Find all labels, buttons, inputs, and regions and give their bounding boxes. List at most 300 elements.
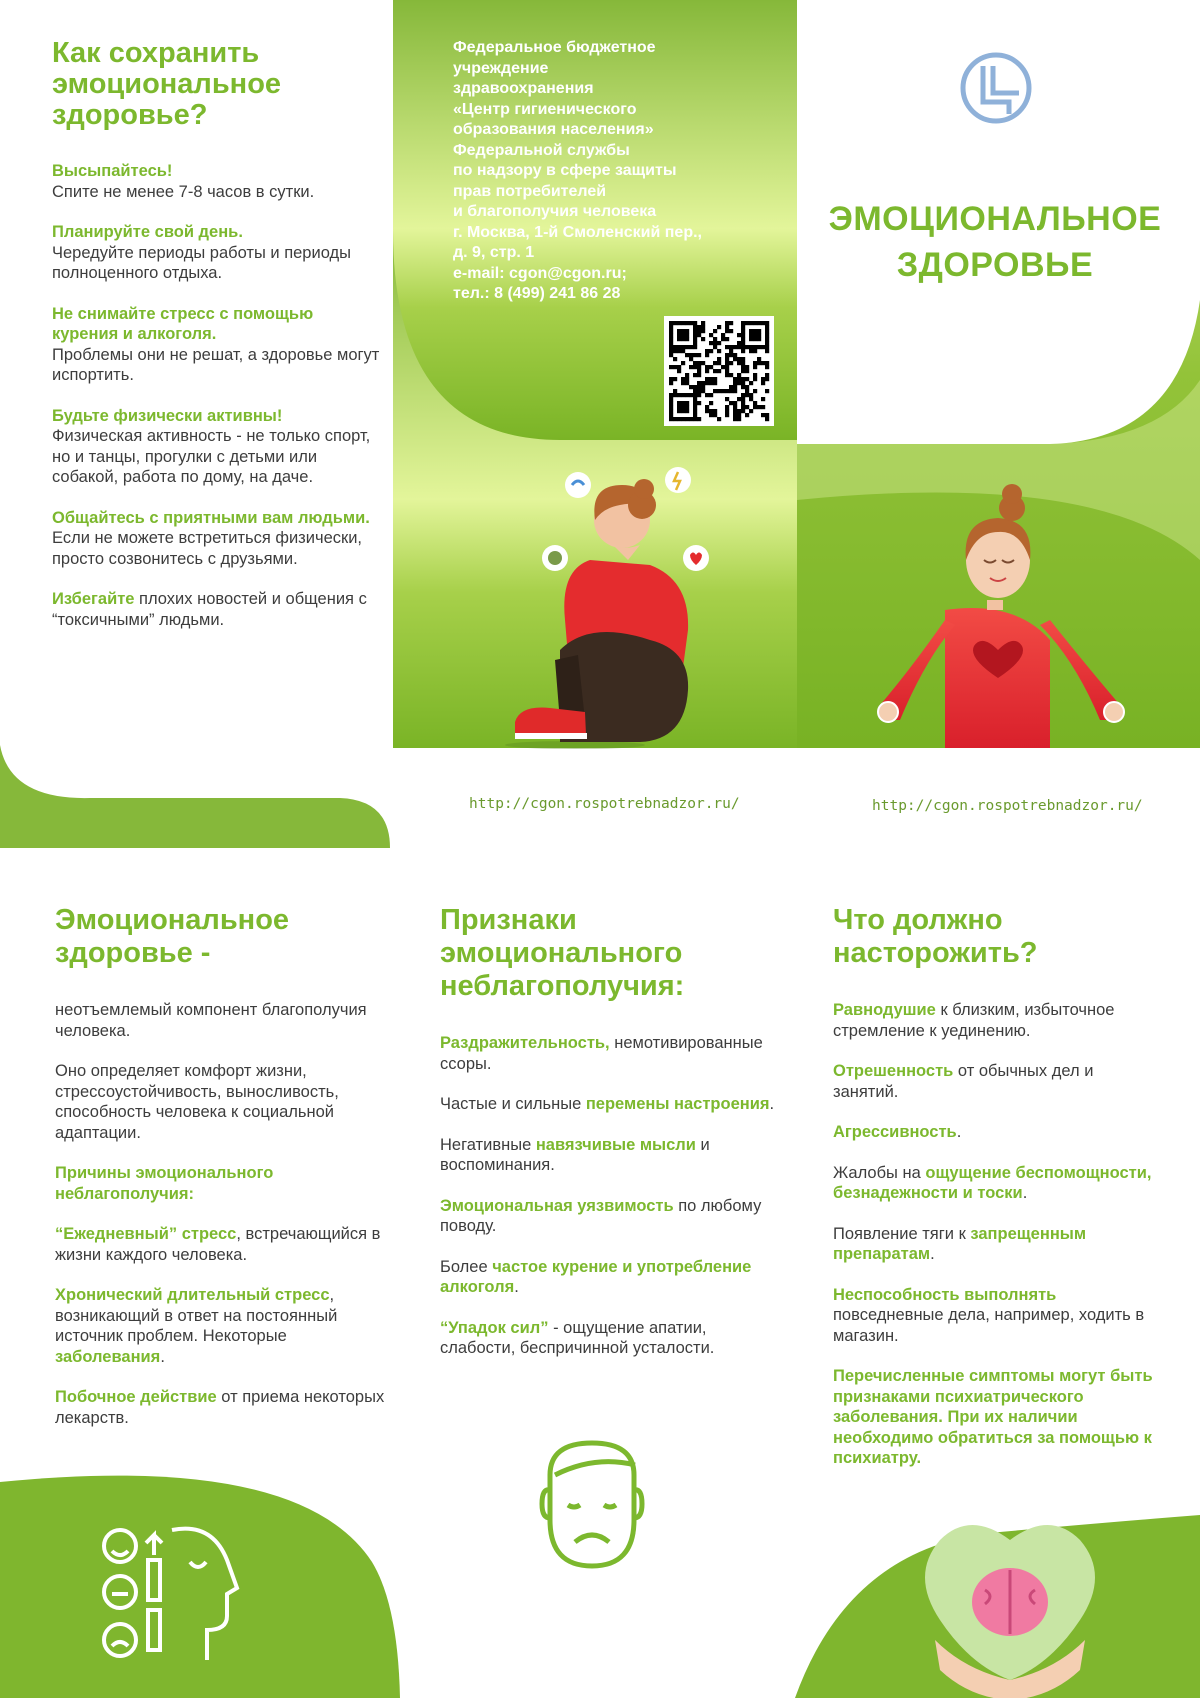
qr-module: [693, 405, 697, 409]
contact-line: прав потребителей: [453, 182, 607, 200]
qr-module: [725, 357, 729, 361]
qr-module: [741, 325, 745, 329]
tip-text: плохих новостей и общения с “токсичными” людьми.: [52, 590, 367, 629]
tip-text: Спите не менее 7-8 часов в сутки.: [52, 182, 315, 201]
qr-module: [685, 409, 689, 413]
qr-module: [681, 417, 685, 421]
qr-module: [721, 365, 725, 369]
warning-highlight: ощущение беспомощности, безнадежности и тоски: [833, 1163, 1152, 1202]
qr-module: [677, 417, 681, 421]
qr-module: [717, 389, 721, 393]
qr-module: [741, 369, 745, 373]
qr-module: [741, 329, 745, 333]
qr-module: [697, 373, 701, 377]
qr-module: [765, 345, 769, 349]
qr-module: [737, 397, 741, 401]
cause-highlight: заболевания: [55, 1347, 161, 1366]
definition-title: Эмоциональное здоровье -: [55, 904, 290, 969]
definition-column: [55, 904, 395, 1448]
qr-module: [677, 369, 681, 373]
qr-module: [725, 353, 729, 357]
contact-line: здравоохранения: [453, 80, 594, 97]
qr-module: [697, 325, 701, 329]
qr-module: [677, 349, 681, 353]
qr-module: [669, 337, 673, 341]
qr-module: [689, 321, 693, 325]
qr-module: [749, 409, 753, 413]
warning-text: повседневные дела, например, ходить в магазин.: [833, 1306, 1145, 1345]
contact-line: Федеральной службы: [453, 141, 630, 159]
qr-module: [685, 337, 689, 341]
cover-title: [805, 196, 1185, 288]
qr-module: [741, 377, 745, 381]
qr-module: [681, 329, 685, 333]
qr-module: [705, 377, 709, 381]
qr-module: [745, 413, 749, 417]
cause-highlight: “Ежедневный” стресс: [55, 1225, 237, 1243]
qr-module: [681, 405, 685, 409]
qr-module: [745, 393, 749, 397]
qr-module: [745, 377, 749, 381]
qr-module: [729, 373, 733, 377]
qr-module: [741, 393, 745, 397]
qr-module: [753, 349, 757, 353]
qr-module: [737, 341, 741, 345]
tip-item: [52, 508, 382, 570]
qr-module: [705, 409, 709, 413]
qr-module: [725, 405, 729, 409]
website-link[interactable]: http://cgon.rospotrebnadzor.ru/: [469, 796, 740, 812]
tip-text: Физическая активность - не только спорт, но и танцы, прогулки с детьми или собакой, работа по дому, на даче.: [52, 427, 371, 486]
brain-heart-hands-icon: [925, 1525, 1095, 1698]
contact-line: д. 9, стр. 1: [453, 244, 535, 261]
qr-module: [669, 349, 673, 353]
qr-module: [757, 321, 761, 325]
warning-text: .: [956, 1123, 962, 1141]
qr-module: [733, 413, 737, 417]
qr-module: [693, 353, 697, 357]
qr-module: [713, 409, 717, 413]
sign-text: и воспоминания.: [440, 1135, 710, 1174]
qr-module: [733, 345, 737, 349]
qr-module: [757, 361, 761, 365]
qr-module: [689, 417, 693, 421]
qr-module: [673, 377, 677, 381]
qr-module: [685, 417, 689, 421]
warning-item: [833, 1000, 1153, 1041]
causes-title: Причины эмоционального неблагополучия:: [55, 1164, 274, 1203]
tip-text: Проблемы они не решат, а здоровье могут испортить.: [52, 345, 380, 384]
qr-module: [681, 345, 685, 349]
tip-title: Избегайте: [52, 590, 135, 608]
qr-module: [737, 361, 741, 365]
sign-item: [440, 1196, 780, 1237]
qr-module: [681, 349, 685, 353]
qr-module: [709, 341, 713, 345]
qr-module: [685, 345, 689, 349]
qr-module: [697, 361, 701, 365]
qr-module: [677, 329, 681, 333]
sign-text: Более: [440, 1257, 493, 1276]
qr-module: [725, 321, 729, 325]
qr-module: [757, 333, 761, 337]
qr-module: [765, 373, 769, 377]
sign-item: [440, 1318, 780, 1359]
qr-module: [753, 373, 757, 377]
qr-module: [761, 397, 765, 401]
qr-module: [737, 373, 741, 377]
qr-module: [721, 333, 725, 337]
tips-title: Как сохранить эмоциональное здоровье?: [52, 37, 282, 131]
cover-title-line1: ЭМОЦИОНАЛЬНОЕ: [828, 200, 1162, 238]
qr-module: [701, 389, 705, 393]
warning-item: [833, 1061, 1153, 1102]
qr-module: [673, 417, 677, 421]
qr-module: [749, 349, 753, 353]
qr-module: [729, 353, 733, 357]
qr-module: [697, 385, 701, 389]
warning-column: [833, 904, 1153, 1489]
qr-module: [681, 381, 685, 385]
cause-highlight: Хронический длительный стресс: [55, 1286, 330, 1304]
qr-module: [689, 357, 693, 361]
qr-module: [737, 377, 741, 381]
sign-item: [440, 1257, 780, 1298]
tip-title: Высыпайтесь!: [52, 162, 173, 180]
tip-item: [52, 222, 382, 284]
qr-module: [733, 381, 737, 385]
qr-module: [749, 329, 753, 333]
qr-module: [729, 321, 733, 325]
warning-text: к близким, избыточное стремление к уединению.: [833, 1001, 1115, 1040]
qr-module: [749, 337, 753, 341]
qr-module: [693, 389, 697, 393]
qr-module: [745, 345, 749, 349]
qr-module: [741, 365, 745, 369]
qr-module: [753, 401, 757, 405]
qr-module: [709, 365, 713, 369]
definition-body: Оно определяет комфорт жизни, стрессоустойчивость, выносливость, способность человека к социальной адаптации.: [55, 1062, 339, 1142]
qr-module: [753, 405, 757, 409]
qr-module: [729, 349, 733, 353]
tip-title: Планируйте свой день.: [52, 223, 243, 241]
qr-module: [697, 417, 701, 421]
qr-module: [713, 413, 717, 417]
qr-module: [761, 361, 765, 365]
qr-module: [745, 321, 749, 325]
qr-module: [693, 409, 697, 413]
qr-module: [761, 413, 765, 417]
qr-module: [709, 413, 713, 417]
qr-module: [729, 401, 733, 405]
warning-item: [833, 1163, 1153, 1204]
website-link-cover[interactable]: http://cgon.rospotrebnadzor.ru/: [872, 798, 1143, 814]
qr-module: [749, 381, 753, 385]
qr-module: [765, 365, 769, 369]
qr-module: [741, 321, 745, 325]
tips-panel: [52, 38, 382, 650]
qr-module: [741, 361, 745, 365]
qr-module: [689, 385, 693, 389]
qr-module: [693, 373, 697, 377]
definition-intro: неотъемлемый компонент благополучия человека.: [55, 1001, 367, 1040]
qr-module: [685, 393, 689, 397]
qr-module: [713, 389, 717, 393]
sign-highlight: частое курение и употребление алкоголя: [440, 1257, 752, 1296]
qr-module: [765, 337, 769, 341]
qr-module: [713, 337, 717, 341]
qr-module: [709, 393, 713, 397]
qr-module: [677, 345, 681, 349]
warning-text: .: [930, 1245, 935, 1263]
qr-module: [745, 369, 749, 373]
qr-module: [669, 413, 673, 417]
qr-module: [741, 345, 745, 349]
contact-line: г. Москва, 1-й Смоленский пер.,: [453, 223, 702, 241]
qr-code-icon[interactable]: [664, 316, 774, 426]
qr-module: [729, 329, 733, 333]
qr-module: [669, 345, 673, 349]
qr-module: [689, 345, 693, 349]
qr-module: [685, 329, 689, 333]
signs-title: Признаки эмоционального неблагополучия:: [440, 904, 685, 1002]
qr-module: [693, 393, 697, 397]
qr-module: [677, 365, 681, 369]
qr-module: [761, 405, 765, 409]
qr-module: [705, 353, 709, 357]
qr-module: [701, 321, 705, 325]
qr-module: [737, 409, 741, 413]
qr-module: [673, 365, 677, 369]
qr-module: [693, 413, 697, 417]
cause-item: [55, 1387, 395, 1428]
qr-module: [725, 325, 729, 329]
contact-line: по надзору в сфере защиты: [453, 162, 677, 179]
qr-module: [677, 405, 681, 409]
sign-highlight: перемены настроения: [585, 1095, 770, 1113]
contact-phone[interactable]: тел.: 8 (499) 241 86 28: [453, 285, 621, 302]
sign-text: .: [514, 1278, 519, 1296]
qr-module: [765, 325, 769, 329]
qr-module: [669, 333, 673, 337]
qr-module: [693, 341, 697, 345]
qr-module: [677, 337, 681, 341]
qr-module: [669, 417, 673, 421]
sign-text: .: [769, 1095, 775, 1113]
qr-module: [757, 357, 761, 361]
qr-module: [741, 381, 745, 385]
qr-module: [749, 321, 753, 325]
sign-highlight: Раздражительность,: [440, 1034, 610, 1052]
tip-text: Если не можете встретиться физически, просто созвонитесь с друзьями.: [52, 529, 363, 568]
qr-module: [697, 381, 701, 385]
qr-module: [733, 401, 737, 405]
qr-module: [685, 401, 689, 405]
qr-module: [685, 405, 689, 409]
warning-text: Появление тяги к: [833, 1224, 971, 1243]
qr-module: [717, 357, 721, 361]
tip-text: Чередуйте периоды работы и периоды полноценного отдыха.: [52, 243, 352, 282]
warning-text: Жалобы на: [833, 1163, 926, 1182]
qr-module: [673, 345, 677, 349]
qr-module: [669, 409, 673, 413]
qr-module: [765, 417, 769, 421]
qr-module: [733, 377, 737, 381]
contact-line: Федеральное бюджетное: [453, 39, 656, 56]
qr-module: [705, 393, 709, 397]
qr-module: [733, 417, 737, 421]
qr-module: [741, 337, 745, 341]
qr-module: [733, 409, 737, 413]
qr-module: [741, 397, 745, 401]
warning-text: .: [1022, 1184, 1028, 1202]
qr-module: [749, 333, 753, 337]
sign-highlight: Эмоциональная уязвимость: [440, 1196, 674, 1215]
qr-module: [757, 345, 761, 349]
qr-module: [753, 365, 757, 369]
qr-module: [725, 337, 729, 341]
qr-module: [713, 377, 717, 381]
cause-text: , встречающийся в жизни каждого человека.: [55, 1225, 381, 1264]
qr-module: [713, 369, 717, 373]
qr-module: [681, 337, 685, 341]
qr-module: [757, 337, 761, 341]
qr-module: [709, 409, 713, 413]
qr-module: [713, 361, 717, 365]
contact-email[interactable]: e-mail: cgon@cgon.ru;: [453, 264, 627, 282]
qr-module: [681, 321, 685, 325]
qr-module: [709, 377, 713, 381]
qr-module: [669, 405, 673, 409]
qr-module: [677, 321, 681, 325]
qr-code-graphic: [664, 316, 774, 426]
warning-highlight: Агрессивность: [833, 1123, 957, 1141]
qr-module: [693, 365, 697, 369]
signs-column: [440, 904, 780, 1379]
qr-module: [693, 325, 697, 329]
qr-module: [685, 381, 689, 385]
cover-title-line2: ЗДОРОВЬЕ: [896, 246, 1094, 284]
qr-module: [725, 397, 729, 401]
warning-highlight: Неспособность выполнять: [833, 1285, 1057, 1304]
qr-module: [705, 369, 709, 373]
qr-module: [681, 401, 685, 405]
qr-module: [729, 361, 733, 365]
tip-item: [52, 304, 382, 386]
cause-item: [55, 1224, 395, 1265]
qr-module: [753, 329, 757, 333]
qr-module: [737, 413, 741, 417]
qr-module: [669, 381, 673, 385]
qr-module: [737, 417, 741, 421]
qr-module: [677, 401, 681, 405]
qr-module: [757, 329, 761, 333]
qr-module: [749, 393, 753, 397]
warning-item: [833, 1122, 1153, 1143]
qr-module: [741, 385, 745, 389]
qr-module: [753, 361, 757, 365]
qr-module: [677, 393, 681, 397]
qr-module: [693, 337, 697, 341]
qr-module: [721, 389, 725, 393]
qr-module: [717, 369, 721, 373]
contact-line: учреждение: [453, 59, 549, 77]
qr-module: [741, 349, 745, 353]
qr-module: [765, 377, 769, 381]
qr-module: [765, 349, 769, 353]
cause-text: , возникающий в ответ на постоянный источник проблем. Некоторые: [55, 1286, 338, 1345]
qr-module: [717, 325, 721, 329]
qr-module: [701, 381, 705, 385]
qr-module: [669, 401, 673, 405]
qr-module: [697, 365, 701, 369]
qr-module: [725, 361, 729, 365]
contact-block: [453, 38, 783, 305]
qr-module: [705, 365, 709, 369]
qr-module: [733, 385, 737, 389]
qr-module: [761, 377, 765, 381]
qr-module: [725, 365, 729, 369]
qr-module: [729, 345, 733, 349]
warning-item: [833, 1285, 1153, 1347]
qr-module: [737, 381, 741, 385]
qr-module: [685, 321, 689, 325]
sign-text: немотивированные ссоры.: [440, 1034, 763, 1073]
qr-module: [741, 357, 745, 361]
qr-module: [685, 333, 689, 337]
qr-module: [765, 329, 769, 333]
cause-highlight: Побочное действие: [55, 1388, 217, 1406]
warning-highlight: запрещенным препаратам: [833, 1224, 1087, 1263]
qr-module: [737, 345, 741, 349]
qr-module: [701, 385, 705, 389]
qr-module: [705, 381, 709, 385]
qr-module: [713, 341, 717, 345]
qr-module: [697, 389, 701, 393]
psychiatrist-warning: Перечисленные симптомы могут быть признаками психиатрического заболевания. При их наличии необходимо обратиться за помощью к психиатру.: [833, 1367, 1153, 1467]
qr-module: [697, 333, 701, 337]
qr-module: [753, 345, 757, 349]
qr-module: [761, 321, 765, 325]
qr-module: [765, 389, 769, 393]
qr-module: [749, 397, 753, 401]
qr-module: [709, 333, 713, 337]
qr-module: [713, 329, 717, 333]
qr-module: [741, 401, 745, 405]
warning-text: от обычных дел и занятий.: [833, 1062, 1094, 1101]
qr-module: [693, 417, 697, 421]
qr-module: [685, 373, 689, 377]
qr-module: [701, 329, 705, 333]
sign-text: Частые и сильные: [440, 1095, 586, 1113]
qr-module: [713, 345, 717, 349]
qr-module: [733, 405, 737, 409]
qr-module: [697, 353, 701, 357]
tip-title: Общайтесь с приятными вам людьми.: [52, 508, 370, 527]
qr-module: [693, 329, 697, 333]
tip-item: [52, 161, 382, 202]
qr-module: [721, 337, 725, 341]
qr-module: [745, 405, 749, 409]
qr-module: [733, 353, 737, 357]
tip-title: Не снимайте стресс с помощью курения и алкоголя.: [52, 304, 314, 343]
qr-module: [693, 321, 697, 325]
qr-module: [669, 397, 673, 401]
qr-module: [669, 325, 673, 329]
qr-module: [757, 405, 761, 409]
qr-module: [725, 389, 729, 393]
qr-module: [701, 325, 705, 329]
